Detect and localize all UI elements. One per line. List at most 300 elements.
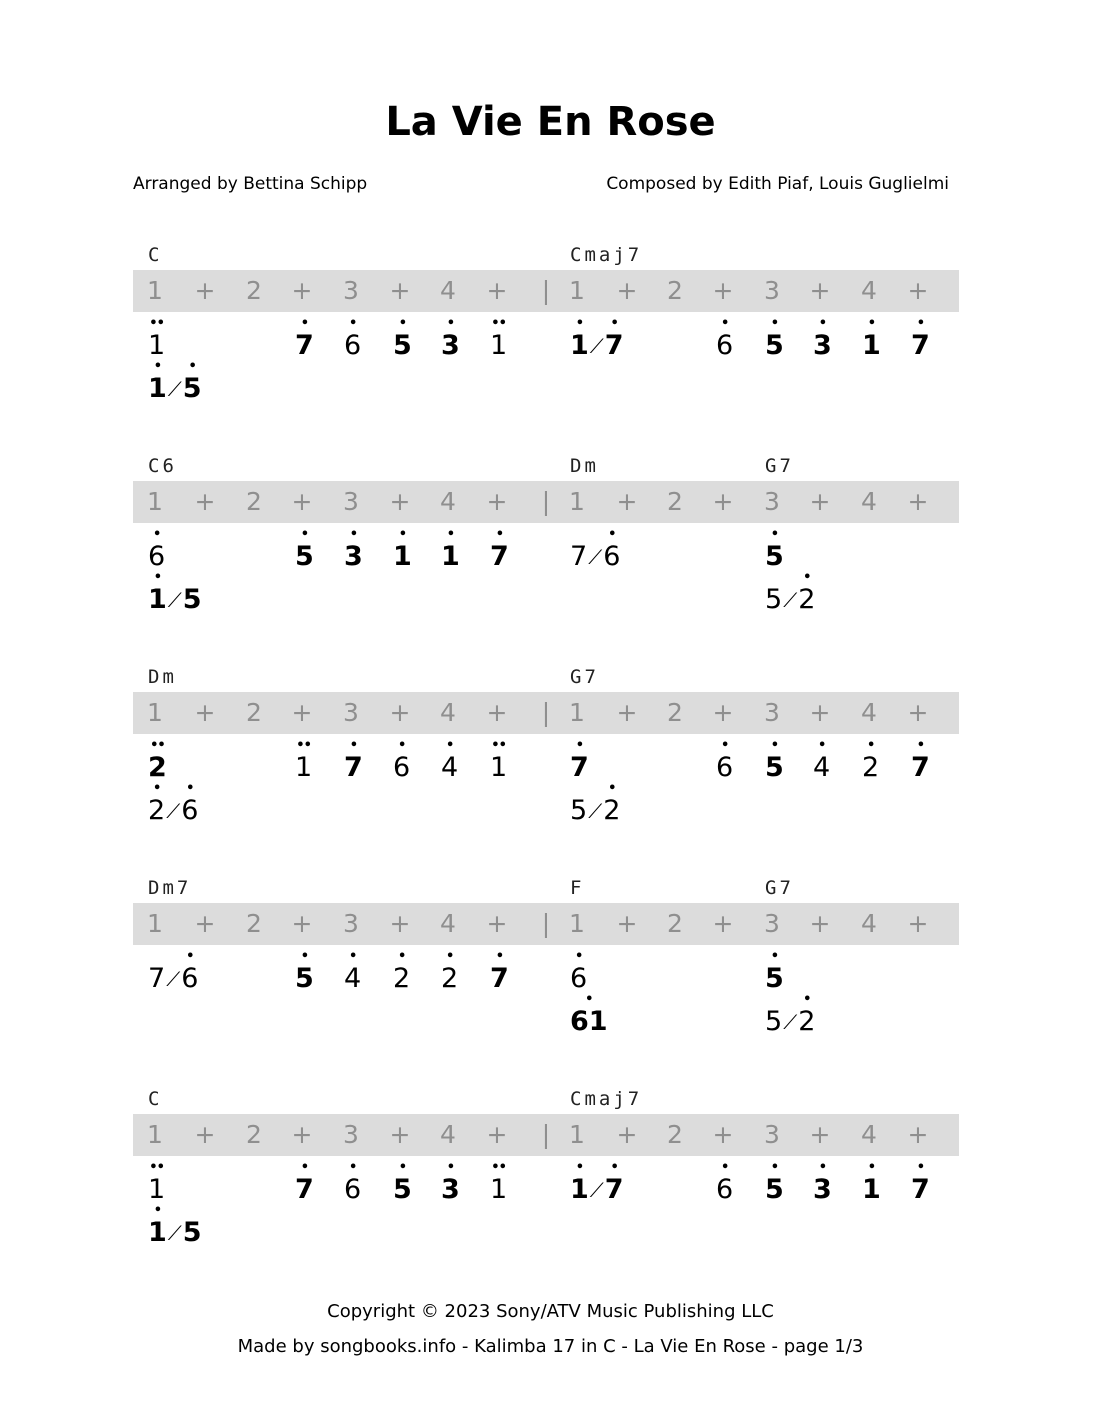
note-glyph [148,1204,167,1248]
octave-dots: • [770,738,779,753]
beat-count: 4 [440,1120,456,1149]
octave-dots: • [398,1160,407,1175]
note-glyph [295,528,314,572]
beat-count: 1 [147,909,163,938]
beat-count: 4 [861,276,877,305]
octave-dots: • [446,316,455,331]
beat-count: + [389,698,411,727]
beat-count: + [291,698,313,727]
page-footer: Made by songbooks.info - Kalimba 17 in C - La Vie En Rose - page 1/3 [237,1336,864,1357]
slide-mark: ⟋ [783,588,798,612]
beat-count: 2 [246,698,262,727]
beat-count: + [486,1120,508,1149]
tine-number: 2 [148,752,167,783]
octave-dots: • [575,738,584,753]
note-glyph [570,950,587,994]
note [295,317,314,363]
slide-mark: ⟋ [167,588,182,612]
chord-label: C [148,1088,163,1110]
note-glyph [344,1161,361,1205]
tine-number: 6 [344,1174,362,1205]
octave-dots: • [348,316,357,331]
note-glyph [295,950,314,994]
note-glyph [765,571,782,615]
octave-dots: •• [491,738,506,753]
beat-count: + [486,487,508,516]
note-glyph [490,317,507,361]
octave-dots: • [349,527,358,542]
beat-count: + [194,909,216,938]
octave-dots: • [152,527,161,542]
beat-count: 1 [147,698,163,727]
note-glyph [603,528,620,572]
beat-bar [133,692,959,734]
slide-mark: ⟋ [167,377,182,401]
tine-number: 2 [603,795,621,826]
bar-separator: | [541,276,551,305]
octave-dots: • [720,316,729,331]
slide-note [570,782,620,828]
octave-dots: • [608,781,616,796]
beat-count: 1 [147,1120,163,1149]
octave-dots: • [186,781,194,796]
beat-count: 2 [246,909,262,938]
octave-dots: • [398,316,407,331]
beat-count: 3 [343,698,359,727]
octave-dots: • [300,949,309,964]
tab-row [0,454,1101,654]
slide-note [148,950,198,996]
note-glyph [181,782,198,826]
tine-number: 1 [862,1174,881,1205]
note [295,1161,314,1207]
beat-count: 3 [343,276,359,305]
note [813,317,832,363]
note-glyph [148,360,167,404]
beat-count: 4 [440,698,456,727]
octave-dots: • [495,527,504,542]
note-glyph [490,739,507,783]
beat-count: 3 [764,698,780,727]
note-glyph [716,1161,733,1205]
beat-count: + [712,487,734,516]
beat-count: + [712,698,734,727]
note [148,528,165,574]
note [441,528,460,574]
note [344,739,363,785]
note-glyph [181,950,198,994]
note [716,739,733,785]
beat-count: + [389,487,411,516]
tine-number: 2 [798,584,816,615]
bar-separator: | [541,909,551,938]
tine-number: 5 [765,541,784,572]
note-glyph [148,739,167,783]
beat-bar [133,1114,959,1156]
beat-count: + [712,1120,734,1149]
tine-number: 5 [570,795,588,826]
note [765,1161,784,1207]
note-glyph [911,739,930,783]
note [295,739,312,785]
tine-number: 5 [182,584,202,615]
note [344,950,361,996]
octave-dots: • [803,570,811,585]
beat-count: + [291,909,313,938]
beat-count: + [907,698,929,727]
tine-number: 1 [148,1217,167,1248]
beat-count: + [616,487,638,516]
tine-number: 7 [570,541,588,572]
tine-number: 5 [765,330,784,361]
tine-number: 1 [148,1174,166,1205]
note [490,528,509,574]
tine-number: 3 [813,330,832,361]
note [441,739,458,785]
octave-dots: • [770,1160,779,1175]
beat-count: + [907,1120,929,1149]
note [441,1161,460,1207]
octave-dots: • [720,1160,729,1175]
tine-number: 6 [393,752,411,783]
beat-count: + [389,909,411,938]
note [911,1161,930,1207]
arranger-credit: Arranged by Bettina Schipp [133,174,368,194]
slide-mark: ⟋ [588,799,603,823]
tine-number: 7 [490,963,509,994]
note-glyph [798,571,815,615]
octave-dots: • [818,316,827,331]
beat-count: 4 [861,698,877,727]
chord-label: Cmaj7 [570,244,643,266]
octave-dots: • [300,527,309,542]
note-glyph [148,317,165,361]
octave-dots: • [349,738,358,753]
note-glyph [490,1161,507,1205]
note-glyph [441,528,460,572]
tine-number: 7 [148,963,166,994]
beat-count: 4 [861,487,877,516]
octave-dots: • [186,949,194,964]
octave-dots: • [300,1160,309,1175]
tine-number: 6 [148,541,166,572]
chord-label: C [148,244,163,266]
octave-dots: • [397,949,406,964]
note-glyph [393,528,412,572]
note [765,317,784,363]
note-glyph [605,317,624,361]
tine-number: 1 [148,584,167,615]
note-glyph [183,1204,202,1248]
note-glyph [765,1161,784,1205]
slide-mark: ⟋ [589,334,604,358]
tine-number: 6 [570,963,588,994]
beat-count: + [291,276,313,305]
octave-dots: • [575,1160,584,1175]
note [862,739,879,785]
slide-mark: ⟋ [588,545,603,569]
beat-count: 3 [764,276,780,305]
note [393,739,410,785]
beat-count: 4 [861,909,877,938]
tine-number: 6 [344,330,362,361]
note-glyph [393,739,410,783]
note-glyph [716,317,733,361]
beat-count: + [712,909,734,938]
octave-dots: • [398,527,407,542]
beat-count: 4 [861,1120,877,1149]
slide-note [570,528,620,574]
note [716,317,733,363]
chord-label: G7 [765,455,794,477]
note-glyph [344,317,361,361]
note-glyph [605,1161,624,1205]
octave-dots: • [575,316,584,331]
beat-count: + [194,1120,216,1149]
note-glyph [490,950,509,994]
slide-mark: ⟋ [167,1221,182,1245]
tine-number: 5 [182,373,202,404]
note-glyph [813,739,830,783]
note-glyph [148,528,165,572]
beat-count: + [809,276,831,305]
tab-row [0,665,1101,865]
octave-dots: •• [491,1160,506,1175]
slide-note [570,317,624,363]
note [570,950,587,996]
tine-number: 7 [295,330,314,361]
copyright-notice: Copyright © 2023 Sony/ATV Music Publishing LLC [327,1301,774,1322]
note-glyph [441,950,458,994]
tine-number: 6 [603,541,621,572]
beat-count: 4 [440,909,456,938]
note [295,528,314,574]
tab-row [0,243,1101,443]
tine-number: 7 [911,330,930,361]
beat-count: 2 [246,1120,262,1149]
note-glyph [295,739,312,783]
chord-label: Cmaj7 [570,1088,643,1110]
tine-number: 2 [393,963,411,994]
beat-count: 1 [147,276,163,305]
note [441,950,458,996]
slide-note [148,1204,202,1250]
tine-number: 7 [344,752,363,783]
note-glyph [441,1161,460,1205]
beat-count: 2 [667,698,683,727]
note [295,950,314,996]
note [148,1161,165,1207]
note-glyph [862,1161,881,1205]
slide-note [570,1161,624,1207]
note [570,739,589,785]
note-glyph [295,1161,314,1205]
tine-number: 1 [490,752,508,783]
tine-number: 61 [570,1006,608,1037]
tab-row [0,876,1101,1076]
octave-dots: • [867,316,876,331]
note-glyph [765,950,784,994]
tine-number: 5 [182,1217,202,1248]
beat-count: 1 [569,698,585,727]
beat-count: + [486,909,508,938]
octave-dots: • [153,359,162,374]
note [490,317,507,363]
tine-number: 3 [344,541,363,572]
beat-count: 2 [667,909,683,938]
chord-label: G7 [765,877,794,899]
octave-dots: •• [150,738,165,753]
note-glyph [148,1161,165,1205]
octave-dots: • [152,781,161,796]
note-glyph [570,528,587,572]
beat-bar [133,270,959,312]
tine-number: 7 [295,1174,314,1205]
note-glyph [148,571,167,615]
octave-dots: • [608,527,616,542]
beat-count: + [486,698,508,727]
octave-dots: •• [149,1160,164,1175]
octave-dots: • [585,992,593,1007]
note-glyph [570,993,608,1037]
note [813,739,830,785]
song-title: La Vie En Rose [385,99,716,145]
octave-dots: • [770,949,779,964]
tine-number: 4 [813,752,831,783]
note [344,1161,361,1207]
note-glyph [911,317,930,361]
beat-count: 3 [764,909,780,938]
beat-count: 1 [569,276,585,305]
chord-label: F [570,877,585,899]
note-glyph [716,739,733,783]
note [148,739,167,785]
octave-dots: • [446,1160,455,1175]
note-glyph [765,317,784,361]
note-glyph [813,1161,832,1205]
note-glyph [570,317,589,361]
note-glyph [862,317,881,361]
tine-number: 4 [441,752,459,783]
note-glyph [148,782,165,826]
tine-number: 1 [490,330,508,361]
tine-number: 3 [441,1174,460,1205]
tine-number: 1 [441,541,460,572]
note [911,317,930,363]
note-glyph [490,528,509,572]
octave-dots: • [610,316,618,331]
tine-number: 2 [441,963,459,994]
note-glyph [798,993,815,1037]
note-glyph [813,317,832,361]
beat-count: + [616,276,638,305]
beat-count: + [616,1120,638,1149]
beat-count: 3 [343,487,359,516]
tine-number: 7 [570,752,589,783]
beat-count: 4 [440,276,456,305]
beat-count: 1 [569,1120,585,1149]
beat-count: + [194,487,216,516]
tine-number: 6 [181,963,199,994]
beat-count: + [907,909,929,938]
tine-number: 5 [765,752,784,783]
octave-dots: • [446,527,455,542]
octave-dots: • [300,316,309,331]
note [911,739,930,785]
note-glyph [393,317,412,361]
octave-dots: • [445,949,454,964]
beat-count: + [907,487,929,516]
tine-number: 5 [765,963,784,994]
tine-number: 7 [911,1174,930,1205]
octave-dots: • [916,316,925,331]
note-glyph [393,1161,412,1205]
tine-number: 1 [393,541,412,572]
note [148,317,165,363]
note [490,739,507,785]
octave-dots: • [348,949,357,964]
beat-count: 4 [440,487,456,516]
note [490,1161,507,1207]
tine-number: 5 [295,963,314,994]
note [441,317,460,363]
note [862,1161,881,1207]
note-glyph [344,950,361,994]
beat-count: + [809,1120,831,1149]
octave-dots: • [866,738,875,753]
beat-count: 3 [764,1120,780,1149]
beat-count: + [389,1120,411,1149]
tine-number: 1 [862,330,881,361]
beat-bar [133,903,959,945]
composer-credit: Composed by Edith Piaf, Louis Guglielmi [606,174,949,194]
note [716,1161,733,1207]
tine-number: 6 [181,795,199,826]
tine-number: 6 [716,330,734,361]
octave-dots: •• [296,738,311,753]
beat-count: 1 [147,487,163,516]
note-glyph [570,782,587,826]
octave-dots: • [348,1160,357,1175]
note-glyph [862,739,879,783]
tine-number: 5 [765,1006,783,1037]
slide-note [765,993,815,1039]
tine-number: 7 [604,1174,624,1205]
octave-dots: • [770,316,779,331]
tine-number: 1 [295,752,313,783]
beat-count: + [291,487,313,516]
tine-number: 2 [148,795,166,826]
note [344,317,361,363]
beat-count: 2 [667,1120,683,1149]
beat-count: + [809,909,831,938]
note-glyph [183,571,202,615]
beat-count: 3 [343,1120,359,1149]
octave-dots: •• [491,316,506,331]
tab-row [0,1087,1101,1287]
tine-number: 1 [148,330,166,361]
slide-note [148,782,198,828]
note-glyph [295,317,314,361]
tine-number: 1 [570,330,589,361]
note [490,950,509,996]
beat-count: + [389,276,411,305]
beat-count: 2 [246,487,262,516]
octave-dots: • [445,738,454,753]
tine-number: 7 [911,752,930,783]
slide-mark: ⟋ [166,799,181,823]
tine-number: 5 [295,541,314,572]
